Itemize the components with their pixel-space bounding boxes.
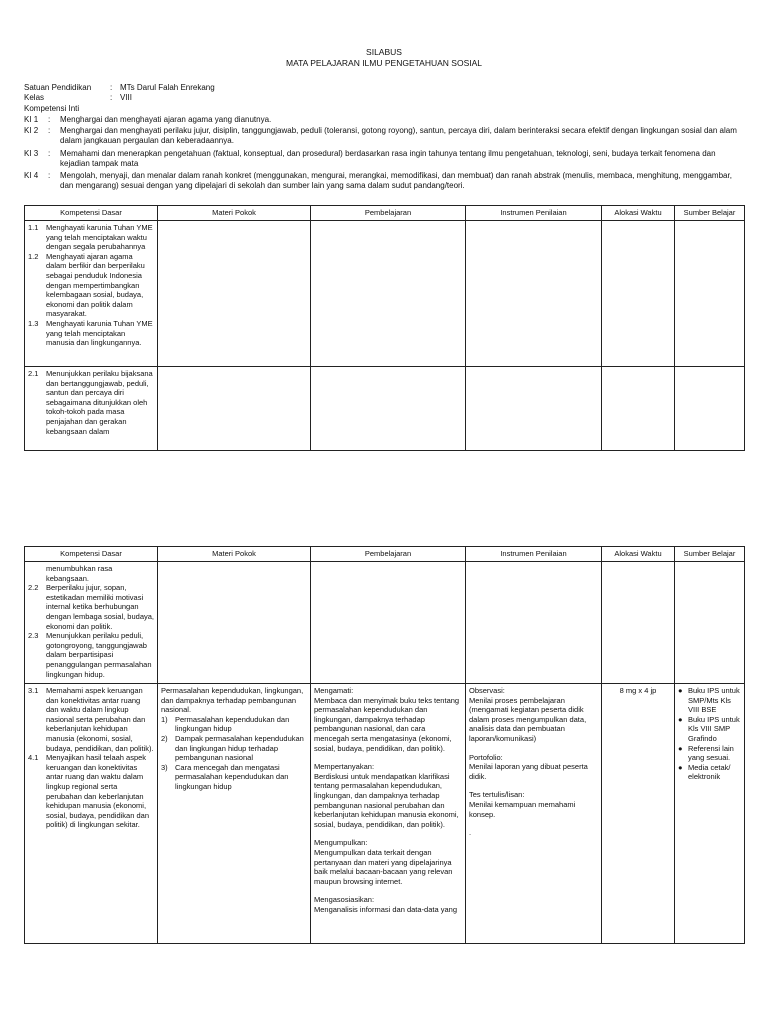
kd-cell (25, 221, 158, 367)
kd-number: 2.1 (28, 369, 39, 378)
kd-cell (25, 684, 158, 944)
ki-label: KI 1 (24, 115, 39, 124)
info-label: Kelas (24, 93, 45, 102)
materi-item (161, 715, 307, 734)
header-instrumen-penilaian: Instrumen Penilaian (466, 206, 602, 221)
instrumen-cell (466, 221, 602, 367)
materi-number: 3) (161, 762, 168, 772)
pembelajaran-cell (311, 221, 466, 367)
kd-item (28, 252, 154, 319)
header-sumber-belajar: Sumber Belajar (675, 547, 745, 562)
ki-text: Memahami dan menerapkan pengetahuan (faktual, konseptual, dan prosedural) berdasarkan rasa ingin tahunya tentang ilmu pengetahuan, teknologi, seni, budaya terkait fenomena dan kejadian tampak mata (60, 149, 716, 168)
kd-text: Memahami aspek keruangan dan konektivitas antar ruang dan waktu dalam lingkup nasional serta perubahan dan keberlanjutan kehidupan manusia (ekonomi, sosial, budaya, pendidikan, dan politik). (46, 686, 154, 753)
instrumen-heading: Observasi: (469, 686, 505, 695)
materi-number: 2) (161, 733, 168, 743)
table-row (25, 221, 745, 367)
document-title: SILABUS (366, 47, 402, 57)
ki-row-4 (24, 171, 744, 191)
ki-text: Menghargai dan menghayati perilaku jujur, disiplin, tanggungjawab, peduli (toleransi, gotong royong), santun, percaya diri, dalam berinteraksi secara efektif dengan lingkungan sosial dan alam dalam jangkauan pergaulan dan keberadaannya. (60, 126, 737, 145)
materi-cell (158, 684, 311, 944)
materi-text: Cara mencegah dan mengatasi permasalahan kependudukan dan lingkungan hidup (175, 762, 289, 791)
alokasi-cell (602, 684, 675, 944)
sumber-text: Media cetak/ elektronik (688, 762, 731, 782)
syllabus-table-2 (24, 546, 745, 944)
kd-cell (25, 367, 158, 451)
kd-continuation: menumbuhkan rasa kebangsaan. (46, 564, 113, 583)
instrumen-cell (466, 367, 602, 451)
materi-cell (158, 221, 311, 367)
sumber-item (678, 715, 741, 744)
materi-number: 1) (161, 714, 168, 724)
materi-cell (158, 562, 311, 684)
pembelajaran-heading: Mengamati: (314, 686, 354, 695)
kd-item (28, 753, 154, 830)
ki-label: KI 2 (24, 126, 39, 135)
ki-row-3 (24, 149, 744, 169)
instrumen-text: Menilai kemampuan memahami konsep. (469, 799, 576, 819)
ki-sep: : (48, 115, 51, 124)
sumber-text: Referensi lain yang sesuai. (688, 743, 734, 763)
header-pembelajaran: Pembelajaran (311, 547, 466, 562)
kd-item (28, 583, 154, 631)
alokasi-waktu-value: 8 mg x 4 jp (619, 686, 657, 695)
syllabus-table-1 (24, 205, 745, 451)
kd-item (28, 223, 154, 252)
pembelajaran-cell (311, 684, 466, 944)
info-row-satuan (24, 83, 215, 93)
kd-number: 1.1 (28, 223, 39, 232)
header-materi-pokok: Materi Pokok (158, 206, 311, 221)
kd-item (28, 686, 154, 753)
header-materi-pokok: Materi Pokok (158, 547, 311, 562)
materi-item (161, 763, 307, 792)
ki-row-1 (24, 115, 744, 125)
sumber-text: Buku IPS untuk SMP/Mts Kls VIII BSE (688, 686, 740, 715)
info-sep: : (110, 83, 113, 92)
alokasi-cell (602, 367, 675, 451)
pembelajaran-heading: Mempertanyakan: (314, 762, 375, 772)
header-alokasi-waktu: Alokasi Waktu (602, 547, 675, 562)
header-pembelajaran: Pembelajaran (311, 206, 466, 221)
pembelajaran-text: Mengumpulkan data terkait dengan pertanyaan dan materi yang dipelajarinya baik melalui bacaan-bacaan yang relevan maupun browsing internet. (314, 847, 453, 886)
sumber-cell (675, 367, 745, 451)
kd-number: 1.2 (28, 251, 39, 261)
table-row (25, 684, 745, 944)
kd-number: 3.1 (28, 686, 39, 695)
sumber-cell (675, 221, 745, 367)
pembelajaran-heading: Mengumpulkan: (314, 838, 368, 848)
kd-text: Menunjukkan perilaku bijaksana dan bertanggungjawab, peduli, santun dan percaya diri sebagaimana ditunjukkan oleh tokoh-tokoh pada masa penjajahan dan gerakan kebangsaan dalam (46, 369, 153, 436)
kd-text: Menghayati ajaran agama dalam berfikir dan berperilaku sebagai penduduk Indonesia dengan mempertimbangkan kelembagaan sosial, budaya, ekonomi dan politik dalam masyarakat. (46, 251, 145, 319)
kd-text: Menghayati karunia Tuhan YME yang telah menciptakan waktu dengan segala perubahannya (46, 223, 153, 252)
ki-sep: : (48, 126, 51, 135)
instrumen-text: Menilai proses pembelajaran (mengamati kegiatan peserta didik dalam proses mengumpulkan data, analisis data dan pembuatan laporan/komunikasi) (469, 695, 587, 743)
materi-text: Dampak permasalahan kependudukan dan lingkungan hidup terhadap pembangunan nasional (175, 733, 304, 763)
bullet-icon: ● (678, 762, 683, 772)
ki-row-2 (24, 126, 744, 146)
document-subtitle: MATA PELAJARAN ILMU PENGETAHUAN SOSIAL (285, 58, 483, 68)
table-row (25, 367, 745, 451)
kd-text: Menghayati karunia Tuhan YME yang telah menciptakan manusia dan lingkungannya. (46, 318, 153, 348)
materi-intro: Permasalahan kependudukan, lingkungan, dan dampaknya terhadap pembangunan nasional. (161, 686, 304, 715)
pembelajaran-cell (311, 562, 466, 684)
ki-label: KI 3 (24, 149, 39, 158)
bullet-icon: ● (678, 686, 683, 695)
alokasi-cell (602, 562, 675, 684)
info-value: MTs Darul Falah Enrekang (120, 83, 215, 92)
materi-cell (158, 367, 311, 451)
kd-number: 1.3 (28, 318, 39, 328)
instrumen-text: . (469, 828, 472, 838)
ki-label: KI 4 (24, 171, 39, 180)
pembelajaran-text: Berdiskusi untuk mendapatkan klarifikasi tentang permasalahan kependudukan, lingkungan, dan dampaknya terhadap pembangunan nasional perubahan dan keberlanjutan kehidupan manusia ekonomi, sosial, budaya, pendidikan, dan politik). (314, 771, 459, 829)
header-alokasi-waktu: Alokasi Waktu (602, 206, 675, 221)
info-value: VIII (120, 93, 133, 102)
instrumen-text: Menilai laporan yang dibuat peserta didik. (469, 762, 588, 781)
table-header-row (25, 206, 745, 221)
table-header-row (25, 547, 745, 562)
kd-number: 2.3 (28, 631, 39, 641)
pembelajaran-heading: Mengasosiasikan: (314, 895, 375, 905)
instrumen-cell (466, 684, 602, 944)
kompetensi-inti-heading: Kompetensi Inti (24, 104, 80, 113)
header-kompetensi-dasar: Kompetensi Dasar (25, 206, 158, 221)
kd-item (28, 319, 154, 348)
ki-sep: : (48, 171, 51, 180)
bullet-icon: ● (678, 743, 683, 753)
ki-text: Menghargai dan menghayati ajaran agama yang dianutnya. (60, 115, 272, 124)
header-instrumen-penilaian: Instrumen Penilaian (466, 547, 602, 562)
materi-text: Permasalahan kependudukan dan lingkungan hidup (175, 714, 290, 734)
kd-number: 2.2 (28, 583, 39, 593)
info-label: Satuan Pendidikan (24, 83, 92, 92)
sumber-cell (675, 562, 745, 684)
instrumen-cell (466, 562, 602, 684)
instrumen-heading: Tes tertulis/lisan: (469, 790, 525, 800)
kd-cell (25, 562, 158, 684)
kd-number: 4.1 (28, 753, 39, 763)
header-kompetensi-dasar: Kompetensi Dasar (25, 547, 158, 562)
sumber-item (678, 686, 741, 715)
info-row-kelas (24, 93, 132, 103)
kd-item (28, 369, 154, 436)
kd-text: Menunjukkan perilaku peduli, gotongroyong, tanggungjawab dalam berpartisipasi penanggulangan permasalahan lingkungan hidup. (46, 631, 152, 679)
sumber-text: Buku IPS untuk Kls VIII SMP Grafindo (688, 714, 740, 743)
alokasi-cell (602, 221, 675, 367)
sumber-item (678, 763, 741, 782)
table-row (25, 562, 745, 684)
info-sep: : (110, 93, 113, 102)
ki-text: Mengolah, menyaji, dan menalar dalam ranah konkret (menggunakan, mengurai, merangkai, memodifikasi, dan membuat) dan ranah abstrak (menulis, membaca, menghitung, menggambar, dan mengarang) sesuai dengan yang dipelajari di sekolah dan sumber lain yang sama dalam sudut pandang/teori. (60, 171, 732, 190)
sumber-item (678, 744, 741, 763)
header-sumber-belajar: Sumber Belajar (675, 206, 745, 221)
instrumen-heading: Portofolio: (469, 752, 503, 762)
kd-item (28, 631, 154, 679)
pembelajaran-cell (311, 367, 466, 451)
pembelajaran-text: Menganalisis informasi dan data-data yang (314, 904, 458, 914)
materi-item (161, 734, 307, 763)
sumber-cell (675, 684, 745, 944)
kd-text: Berperilaku jujur, sopan, estetikadan memiliki motivasi internal ketika berhubungan dengan lembaga sosial, budaya, ekonomi dan politik. (46, 583, 154, 631)
kd-text: Menyajikan hasil telaah aspek keruangan dan konektivitas antar ruang dan waktu dalam lingkup regional serta perubahan dan keberlanjutan kehidupan manusia (ekonomi, sosial, budaya, pendidikan dan politik) di lingkungan sekitar. (46, 753, 149, 830)
pembelajaran-text: Membaca dan menyimak buku teks tentang permasalahan kependudukan dan lingkungan, dampaknya terhadap pembangunan nasional, dan cara mencegah serta mengatasinya (ekonomi, sosial, budaya, pendidikan, dan politik). (314, 695, 460, 753)
ki-sep: : (48, 149, 51, 158)
bullet-icon: ● (678, 714, 683, 724)
